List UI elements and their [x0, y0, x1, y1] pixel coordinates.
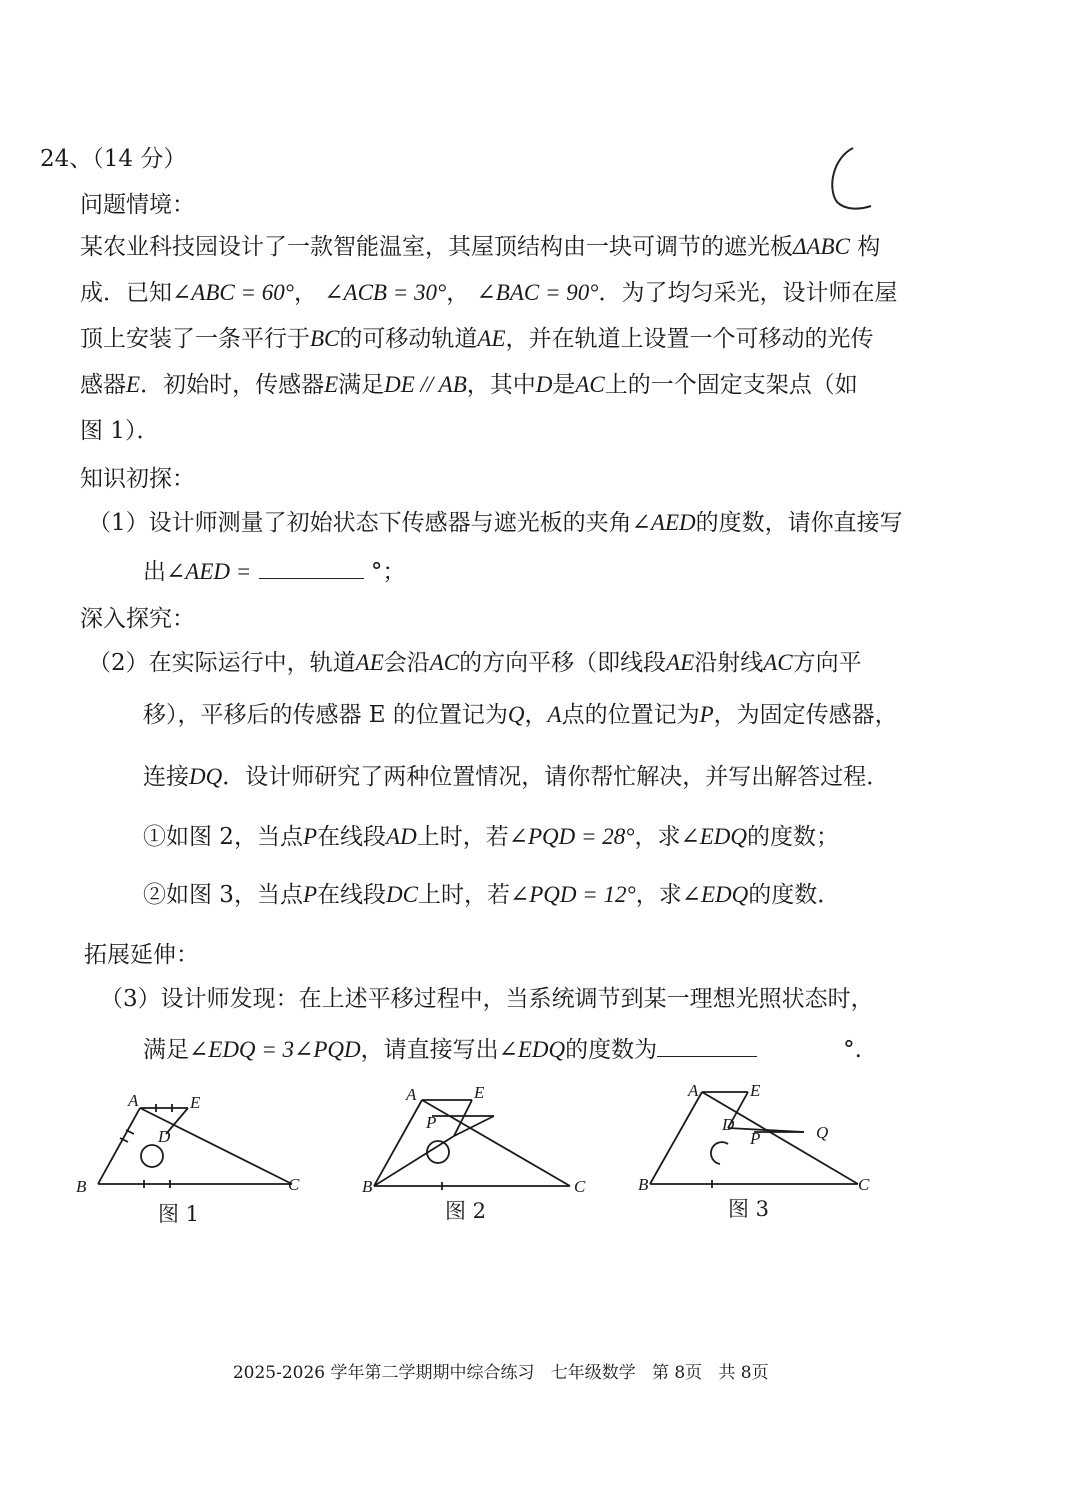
fig3-label-d: D	[722, 1115, 735, 1134]
figure-2	[358, 1076, 598, 1198]
fig2-label-p: P	[426, 1113, 437, 1132]
context-line-3: 顶上安装了一条平行于BC的可移动轨道AE，并在轨道上设置一个可移动的光传	[80, 326, 874, 352]
handwritten-mark	[815, 140, 885, 220]
context-line-5: 图 1）．	[80, 418, 160, 444]
q2-sub-2: ②如图 3，当点P在线段DC上时，若∠PQD = 12°，求∠EDQ的度数．	[143, 882, 841, 908]
q3-line-1: （3）设计师发现：在上述平移过程中，当系统调节到某一理想光照状态时，	[100, 986, 874, 1012]
fig3-side-ba	[650, 1092, 702, 1184]
fig1-side-ac	[140, 1108, 292, 1184]
page-footer	[222, 1338, 769, 1383]
fig1-circle	[141, 1145, 163, 1167]
footer-page: 第 8页	[651, 1363, 703, 1383]
q3-line-2: 满足∠EDQ = 3∠PQD，请直接写出∠EDQ的度数为 °.	[143, 1034, 862, 1065]
fig3-label-b: B	[638, 1175, 649, 1194]
fig1-label-c: C	[288, 1175, 300, 1194]
footer-total: 共 8页	[718, 1363, 769, 1383]
fig3-label-e: E	[750, 1081, 761, 1100]
fig1-label-a: A	[128, 1091, 139, 1110]
fig2-label-b: B	[362, 1177, 373, 1196]
fig3-label-c: C	[858, 1175, 870, 1194]
fig3-label-q: Q	[816, 1123, 829, 1142]
section-explore-title: 知识初探：	[80, 466, 195, 492]
fig3-label-p: P	[750, 1129, 761, 1148]
fig1-label-e: E	[190, 1093, 201, 1112]
q1-line-1: （1）设计师测量了初始状态下传感器与遮光板的夹角∠AED的度数，请你直接写	[88, 510, 903, 536]
section-extend-title: 拓展延伸：	[84, 942, 199, 968]
question-number: 24、	[40, 146, 93, 172]
section-deep-title: 深入探究：	[80, 606, 195, 632]
q2-line-2: 移），平移后的传感器 E 的位置记为Q，A点的位置记为P，为固定传感器，	[143, 702, 898, 728]
fig1-caption: 图 1	[158, 1202, 200, 1226]
fig2-segment-bd	[374, 1136, 454, 1186]
question-header	[40, 144, 186, 174]
figure-3	[636, 1074, 886, 1198]
fig3-caption: 图 3	[728, 1197, 770, 1221]
fig1-side-ba	[98, 1108, 140, 1184]
footer-exam: 2025-2026 学年第二学期期中综合练习	[232, 1363, 535, 1383]
section-context-title: 问题情境：	[80, 192, 195, 218]
fig3-label-a: A	[688, 1081, 699, 1100]
question-points: （14 分）	[92, 146, 187, 172]
fig1-label-d: D	[158, 1127, 171, 1146]
fig2-label-a: A	[406, 1085, 417, 1104]
fig2-side-ba	[374, 1100, 422, 1186]
fig2-label-e: E	[474, 1083, 485, 1102]
fig3-arc	[711, 1142, 728, 1164]
context-line-4: 感器E．初始时，传感器E满足DE // AB，其中D是AC上的一个固定支架点（如	[80, 372, 858, 398]
fig3-side-ac	[702, 1092, 858, 1184]
q2-line-1: （2）在实际运行中，轨道AE会沿AC的方向平移（即线段AE沿射线AC方向平	[88, 650, 862, 676]
q2-sub-1: ①如图 2，当点P在线段AD上时，若∠PQD = 28°，求∠EDQ的度数；	[143, 824, 839, 850]
footer-subject: 七年级数学	[550, 1363, 636, 1383]
fig2-caption: 图 2	[445, 1199, 487, 1223]
context-line-2: 成．已知∠ABC = 60°， ∠ACB = 30°， ∠BAC = 90°．为了均匀采光，设计师在屋	[80, 280, 898, 306]
q1-answer-blank[interactable]	[259, 556, 364, 579]
fig2-circle	[427, 1141, 449, 1163]
fig2-label-c: C	[574, 1177, 586, 1196]
context-line-1: 某农业科技园设计了一款智能温室，其屋顶结构由一块可调节的遮光板ΔABC 构	[80, 234, 881, 260]
fig1-label-b: B	[76, 1177, 87, 1196]
figure-1	[70, 1068, 320, 1198]
q1-line-2: 出∠AED = °；	[143, 556, 405, 587]
q3-answer-blank[interactable]	[657, 1034, 757, 1057]
q2-line-3: 连接DQ．设计师研究了两种位置情况，请你帮忙解决，并写出解答过程．	[143, 764, 890, 790]
